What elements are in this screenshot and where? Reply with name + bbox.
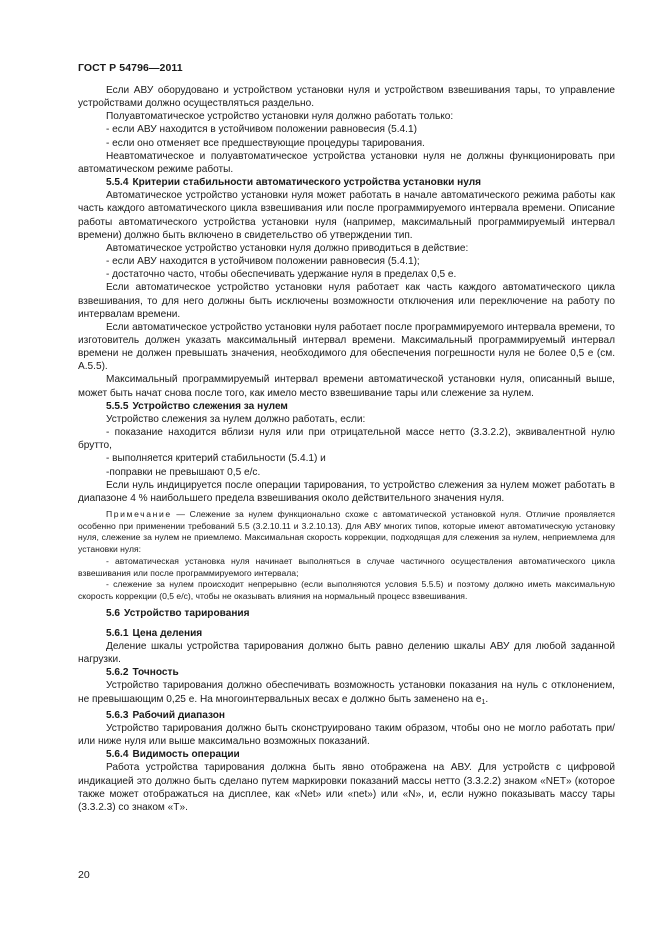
paragraph: Если нуль индицируется после операции тарирования, то устройство слежения за нулем может работать в диапазоне 4 % наибольшего предела взвешивания около действительного значения нуля. <box>78 479 615 504</box>
section-heading-5-6-3 <box>78 709 615 722</box>
section-heading-5-6-2 <box>78 666 615 679</box>
section-title: Точность <box>132 667 179 679</box>
paragraph: Полуавтоматическое устройство установки нуля должно работать только: <box>106 111 454 123</box>
paragraph: Если автоматическое устройство установки нуля работает как часть каждого автоматического цикла взвешивания, то для него должны быть исключены возможности отключения или переключение на работу по интервалам времени. <box>78 282 615 320</box>
list-item: - если АВУ находится в устойчивом положении равновесия (5.4.1); <box>106 256 420 268</box>
paragraph-end: . <box>485 693 489 705</box>
document-body <box>78 84 615 814</box>
note-list-item: - автоматическая установка нуля начинает выполняться в случае частичного осуществления автоматического цикла взвешивания или после программируемого интервала; <box>78 555 615 578</box>
paragraph: Автоматическое устройство установки нуля может работать в начале автоматического режима работы как часть каждого автоматического цикла взвешивания или после программируемого интервала времени. Описание работы автоматического устройства установки нуля (например, максимальный программируемый интервал времени) должно быть включено в свидетельство об утверждении тип. <box>78 190 615 241</box>
list-item: - если оно отменяет все предшествующие процедуры тарирования. <box>106 137 425 149</box>
section-heading-5-5-4 <box>78 176 615 189</box>
section-title: Видимость операции <box>132 749 240 761</box>
list-item: - если АВУ находится в устойчивом положении равновесия (5.4.1) <box>106 124 417 136</box>
section-number: 5.5.4 <box>106 177 129 189</box>
section-title: Цена деления <box>132 627 203 639</box>
list-item: -поправки не превышают 0,5 e/c. <box>106 466 261 478</box>
list-item: - показание находится вблизи нуля или при отрицательной массе нетто (3.3.2.2), эквивалентной нулю брутто, <box>78 427 615 452</box>
paragraph: Если АВУ оборудовано и устройством установки нуля и устройством взвешивания тары, то управление устройствами должно осуществляться раздельно. <box>78 85 615 110</box>
section-title: Критерии стабильности автоматического устройства установки нуля <box>132 177 481 189</box>
list-item: - выполняется критерий стабильности (5.4.1) и <box>106 453 326 465</box>
paragraph: Работа устройства тарирования должна быть явно отображена на АВУ. Для устройств с цифровой индикацией это должно быть сделано путем маркировки показаний массы нетто (3.3.2.2) знаком «NET» (которое также может отображаться на дисплее, как «Net» или «net») или «N», и, если нужно показывать массу тары (3.3.2.3) со знаком «T». <box>78 762 615 813</box>
standard-header: ГОСТ Р 54796—2011 <box>78 62 183 74</box>
paragraph: Деление шкалы устройства тарирования должно быть равно делению шкалы АВУ для любой заданной нагрузки. <box>78 640 615 666</box>
section-heading-5-6-4 <box>78 748 615 761</box>
section-number: 5.6.4 <box>106 749 129 761</box>
note-label: Примечание <box>106 509 172 519</box>
section-title: Устройство тарирования <box>124 607 250 619</box>
section-number: 5.6.1 <box>106 627 129 639</box>
note-list-item: - слежение за нулем происходит непрерывно (если выполняются условия 5.5.5) и поэтому должно иметь максимальную скорость коррекции (0,5 e/c), чтобы не оказывать влияния на нормальный процесс взвешивания. <box>78 579 615 601</box>
section-title: Рабочий диапазон <box>132 709 225 721</box>
note-text: — Слежение за нулем функционально схоже с автоматической установкой нуля. Отличие проявляется особенно при применении требований 5.5 (3.2.10.11 и 3.2.10.13). Для АВУ многих типов, которые имеют автоматическую установку нуля, слежение за нулем не приемлемо. Максимальная скорость коррекции, подходящая для слежения за нулем, неприемлема для установки нуля: <box>78 509 615 555</box>
paragraph-text: Устройство тарирования должно обеспечивать возможность установки показания на нуль с отклонением, не превышающим 0,25 e. На многоинтервальных весах e должно быть заменено на e <box>78 680 615 705</box>
section-number: 5.6.3 <box>106 709 129 721</box>
section-number: 5.6.2 <box>106 667 129 679</box>
paragraph: Автоматическое устройство установки нуля должно приводиться в действие: <box>106 242 469 254</box>
section-heading-5-6 <box>78 607 615 620</box>
note-paragraph <box>78 509 615 556</box>
section-title: Устройство слежения за нулем <box>132 400 288 412</box>
subscript: 1 <box>481 698 486 706</box>
page-number: 20 <box>78 869 90 881</box>
list-item: - достаточно часто, чтобы обеспечивать удержание нуля в пределах 0,5 e. <box>106 269 457 281</box>
section-number: 5.6 <box>106 607 121 619</box>
paragraph: Максимальный программируемый интервал времени автоматической установки нуля, описанный выше, может быть начат снова после того, как имело место взвешивание тары или слежение за нулем. <box>78 374 615 399</box>
paragraph: Если автоматическое устройство установки нуля работает после программируемого интервала времени, то изготовитель должен указать максимальный интервал времени. Максимальный программируемый интервал времени не должен превышать значения, необходимого для обеспечения погрешности нуля не более 0,5 e (см. А.5.5). <box>78 321 615 373</box>
paragraph: Неавтоматическое и полуавтоматическое устройства установки нуля не должны функционировать при автоматическом режиме работы. <box>78 150 615 175</box>
paragraph <box>78 679 615 708</box>
paragraph: Устройство слежения за нулем должно работать, если: <box>106 413 366 425</box>
section-heading-5-5-5 <box>78 400 615 413</box>
paragraph: Устройство тарирования должно быть сконструировано таким образом, чтобы оно не могло работать при/или ниже нуля или выше максимально возможных показаний. <box>78 722 615 748</box>
section-number: 5.5.5 <box>106 400 129 412</box>
section-heading-5-6-1 <box>78 627 615 640</box>
